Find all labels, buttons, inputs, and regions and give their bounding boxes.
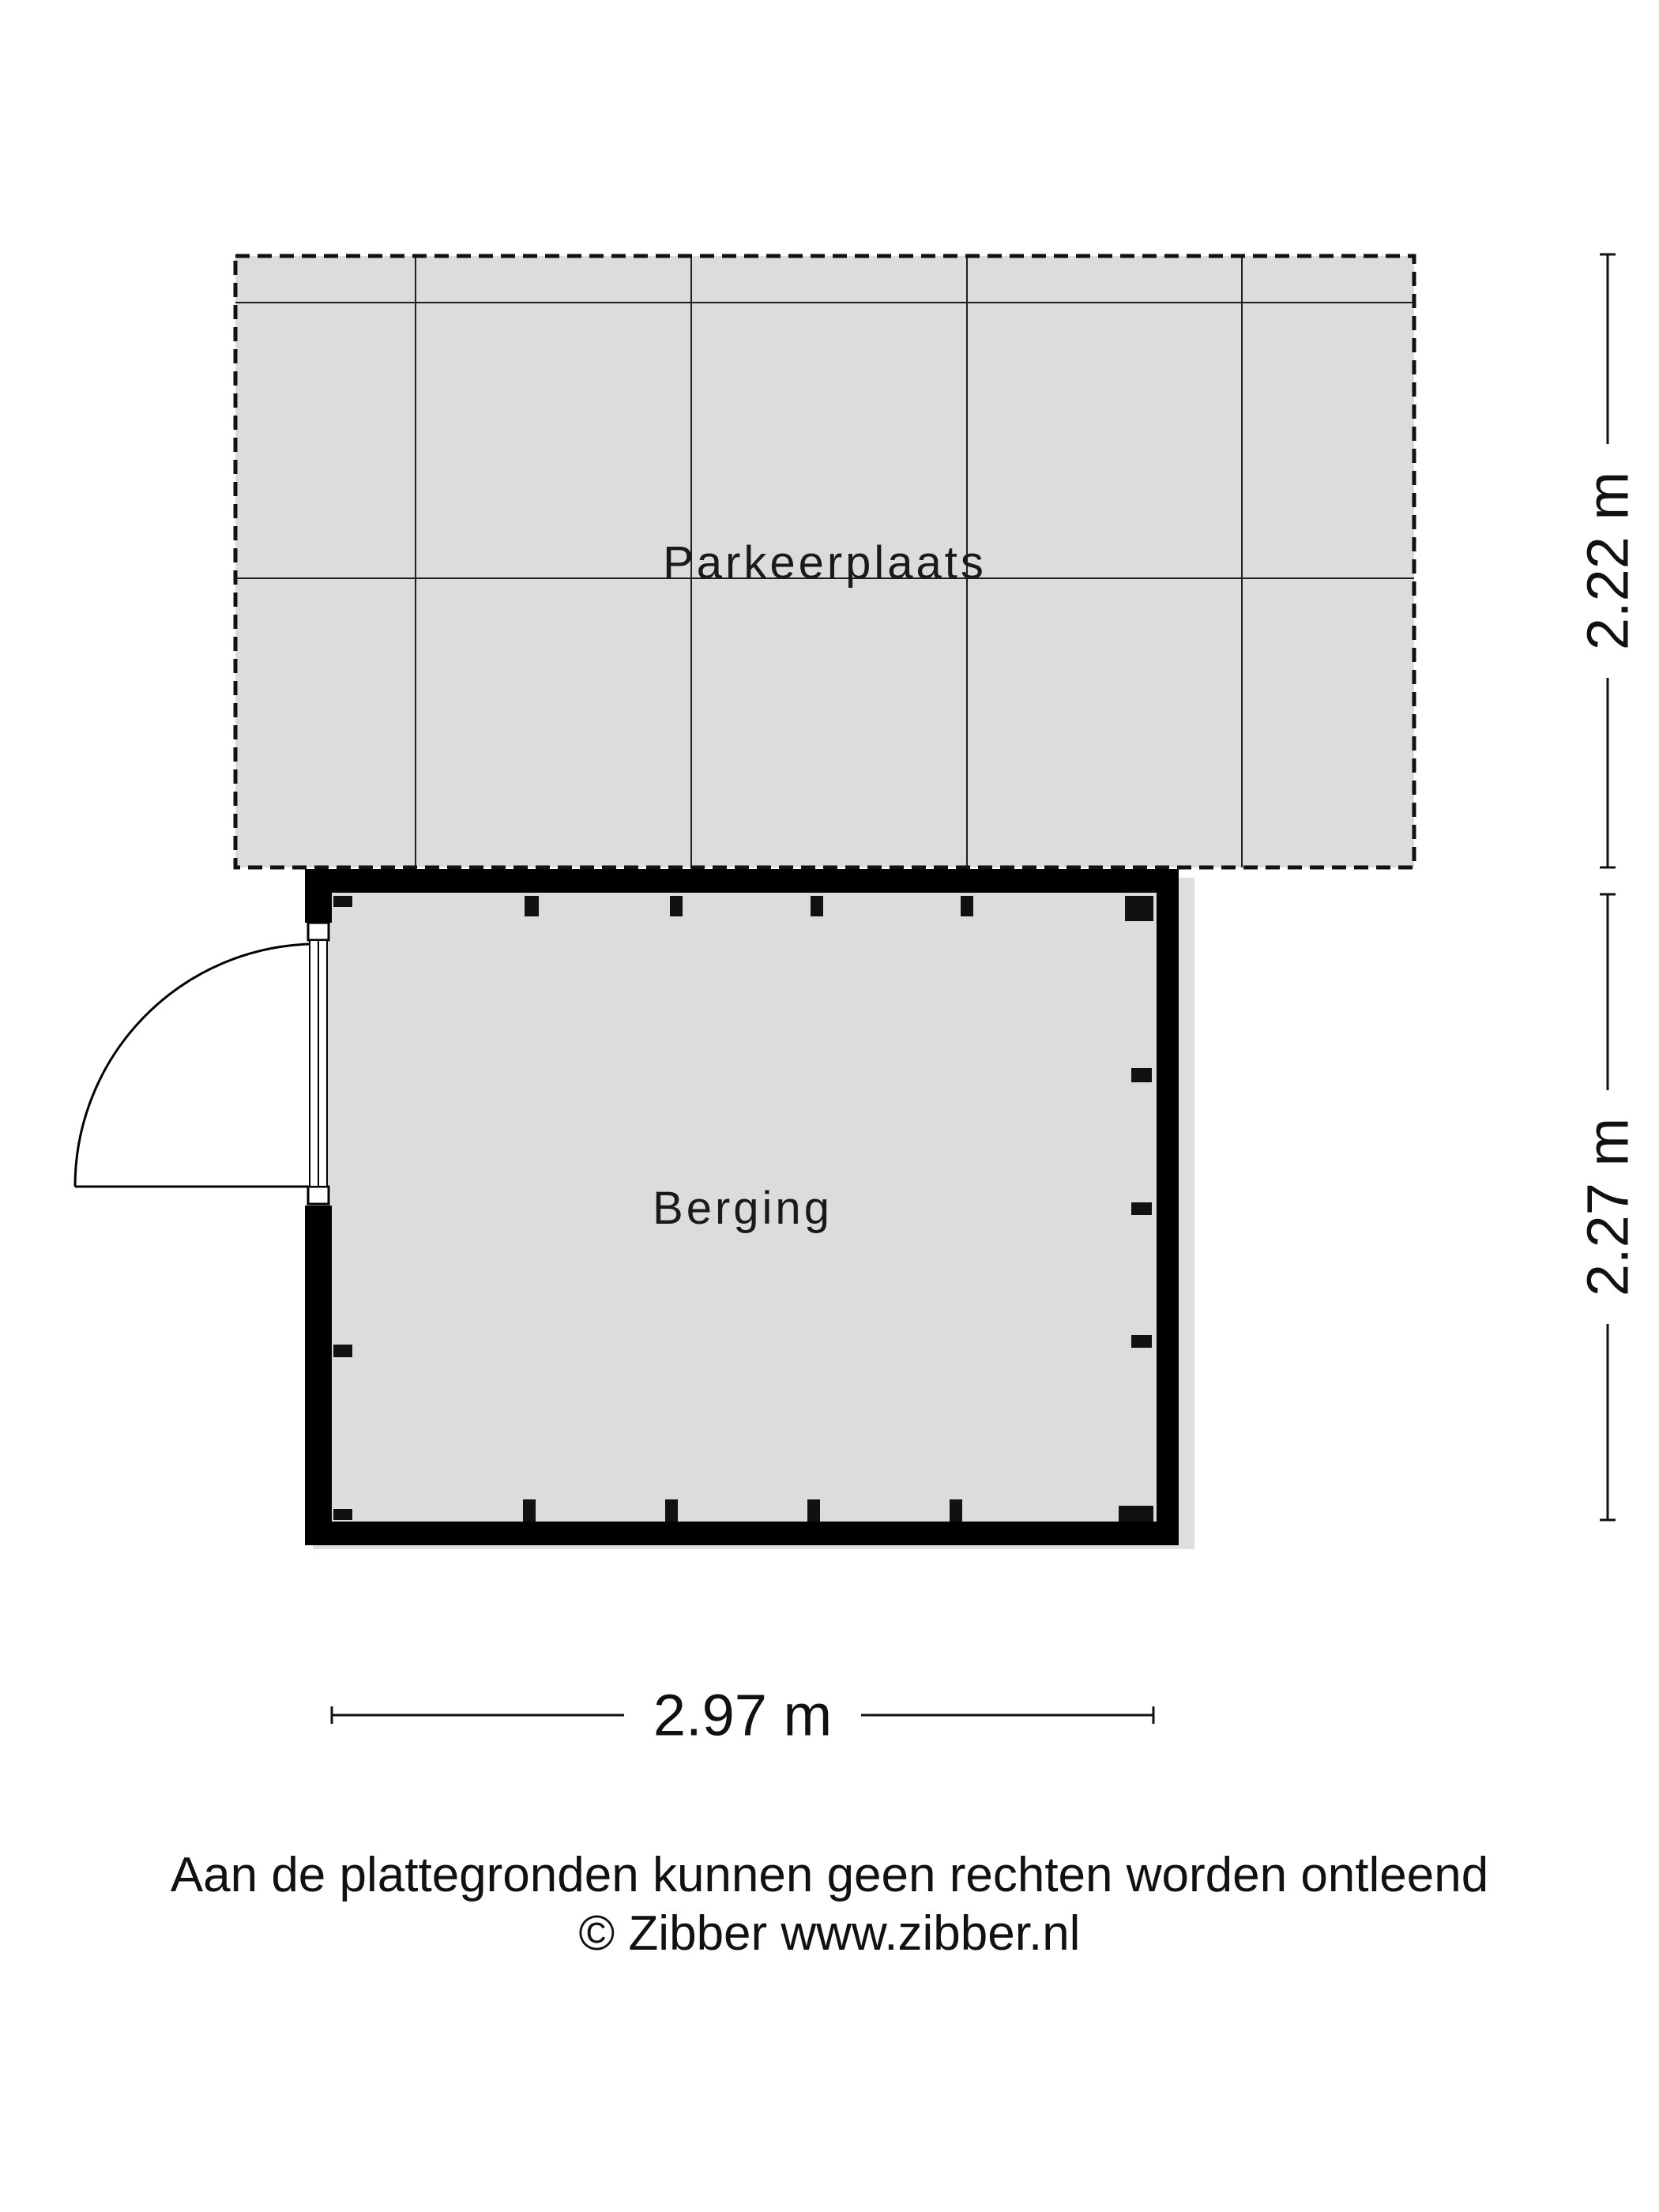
post [1125,896,1153,921]
post [333,896,352,907]
footer-copyright: © Zibber www.zibber.nl [578,1906,1081,1961]
door-jamb-bottom [308,1187,329,1204]
door-jamb-top [308,923,329,940]
post [811,896,823,916]
post [950,1499,962,1522]
wall-top [305,869,1179,893]
wall-bottom [305,1522,1179,1545]
post [807,1499,820,1522]
wall-left-lower [305,1206,332,1545]
post [333,1509,352,1520]
footer-disclaimer: Aan de plattegronden kunnen geen rechten worden ontleend [170,1848,1489,1902]
post [670,896,683,916]
door-swing [75,944,310,1187]
room-label-storage: Berging [653,1183,833,1234]
dimension-label-width: 2.97 m [653,1682,833,1748]
door-swing-arc [75,944,310,1187]
post [523,1499,536,1522]
dimension-label-storage-depth: 2.27 m [1574,1117,1641,1297]
post [1131,1202,1152,1215]
dimension-label-parking-depth: 2.22 m [1574,471,1641,651]
post [1131,1335,1152,1348]
post [961,896,973,916]
room-label-parking: Parkeerplaats [663,537,987,589]
wall-right [1157,869,1179,1545]
post [525,896,539,916]
post [333,1345,352,1357]
post [1131,1068,1152,1082]
post [665,1499,678,1522]
post [1119,1506,1153,1522]
wall-left-upper [305,869,332,923]
storage-room [75,869,1194,1549]
door-frame [308,923,329,1204]
